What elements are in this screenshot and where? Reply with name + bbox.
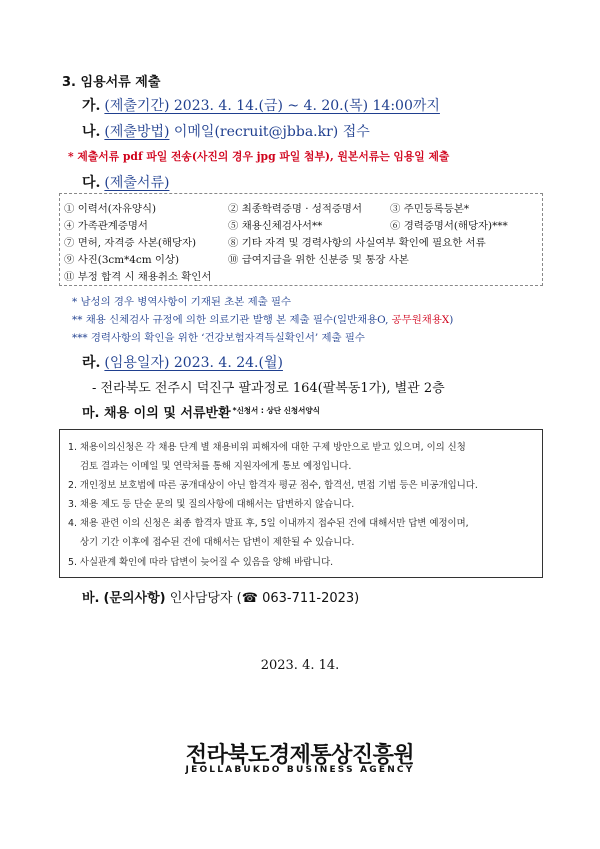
item-mark-ga: 가. — [82, 98, 101, 114]
item-mark-da: 다. — [82, 175, 101, 191]
submission-method-label: (제출방법) — [104, 124, 170, 140]
note-medical-paren-close: ) — [449, 314, 454, 326]
address: - 전라북도 전주시 덕진구 팔과정로 164(팔복동1가), 별관 2층 — [92, 381, 445, 396]
info-line: 상기 기간 이후에 접수된 건에 대해서는 답변이 제한될 수 있습니다. — [80, 537, 355, 548]
inquiry — [82, 587, 359, 606]
note-medical-main: ** 채용 신체검사 규정에 의한 의료기관 발행 본 제출 필수 — [72, 314, 333, 326]
submission-period — [82, 95, 440, 115]
inquiry-label: (문의사항) — [103, 591, 166, 606]
note-career: *** 경력사항의 확인을 위한 ‘건강보험자격득실확인서’ 제출 필수 — [72, 332, 365, 344]
submission-notice: * 제출서류 pdf 파일 전송(사진의 경우 jpg 파일 첨부), 원본서류는 임용일 제출 — [68, 150, 450, 163]
objection-info-box — [59, 429, 543, 578]
info-line: 3. 채용 제도 등 단순 문의 및 질의사항에 대해서는 답변하지 않습니다. — [68, 499, 355, 510]
doc-item: ③ 주민등록등본* — [390, 203, 470, 215]
section-title: 3. 임용서류 제출 — [62, 75, 161, 90]
objection-heading-text: 채용 이의 및 서류반환 — [104, 406, 231, 421]
inquiry-contact: 인사담당자 (☎ 063-711-2023) — [165, 591, 360, 606]
submission-method-text: 이메일(recruit@jbba.kr) 접수 — [169, 124, 370, 140]
doc-item: ② 최종학력증명 · 성적증명서 — [228, 203, 363, 215]
doc-item: ⑤ 채용신체검사서** — [228, 220, 323, 232]
document-date: 2023. 4. 14. — [260, 658, 340, 673]
info-line: 1. 채용이의신청은 각 채용 단계 별 채용비위 피해자에 대한 구제 방안으로 받고 있으며, 이의 신청 — [68, 442, 466, 453]
objection-heading — [82, 402, 320, 421]
organization-name-korean: 전라북도경제통상진흥원 — [185, 743, 415, 768]
submission-method — [82, 121, 370, 141]
doc-item: ① 이력서(자유양식) — [64, 203, 157, 215]
appointment-date-text: (임용일자) 2023. 4. 24.(월) — [104, 355, 283, 371]
info-line: 4. 채용 관련 이의 신청은 최종 합격자 발표 후, 5일 이내까지 접수된 건에 대해서만 답변 예정이며, — [68, 518, 469, 529]
required-docs-heading-text: (제출서류) — [104, 175, 170, 191]
info-line: 검토 결과는 이메일 및 연락처를 통해 지원자에게 통보 예정입니다. — [80, 461, 352, 472]
note-medical-public: 공무원채용X — [391, 314, 450, 326]
organization-name-english: JEOLLABUKDO BUSINESS AGENCY — [185, 765, 415, 775]
doc-item: ⑥ 경력증명서(해당자)*** — [390, 220, 508, 232]
doc-item: ⑦ 면허, 자격증 사본(해당자) — [64, 237, 197, 249]
doc-item: ⑧ 기타 자격 및 경력사항의 사실여부 확인에 필요한 서류 — [228, 237, 486, 249]
item-mark-ba: 바. — [82, 591, 100, 606]
info-line: 2. 개인정보 보호법에 따른 공개대상이 아닌 합격자 평균 점수, 합격선, 면접 기법 등은 비공개입니다. — [68, 480, 478, 491]
submission-period-text: (제출기간) 2023. 4. 14.(금) ~ 4. 20.(목) 14:00까지 — [104, 98, 440, 114]
note-medical — [72, 311, 453, 326]
item-mark-na: 나. — [82, 124, 101, 140]
item-mark-ma: 마. — [82, 406, 100, 421]
required-docs-box — [59, 193, 543, 286]
doc-item: ⑩ 급여지급을 위한 신분증 및 통장 사본 — [228, 254, 409, 266]
doc-item: ⑪ 부정 합격 시 채용취소 확인서 — [64, 271, 212, 283]
appointment-date — [82, 352, 283, 372]
info-line: 5. 사실관계 확인에 따라 답변이 늦어질 수 있음을 양해 바랍니다. — [68, 557, 334, 568]
required-docs-heading — [82, 172, 169, 192]
note-medical-sep: , — [385, 314, 392, 326]
note-medical-general: 일반채용O — [337, 314, 386, 326]
note-military: * 남성의 경우 병역사항이 기재된 초본 제출 필수 — [72, 296, 292, 308]
objection-form-note: *신청서 : 상단 신청서양식 — [232, 406, 320, 415]
doc-item: ④ 가족관계증명서 — [64, 220, 148, 232]
item-mark-ra: 라. — [82, 355, 101, 371]
doc-item: ⑨ 사진(3cm*4cm 이상) — [64, 254, 180, 266]
note-medical-paren-open: ( — [332, 314, 337, 326]
